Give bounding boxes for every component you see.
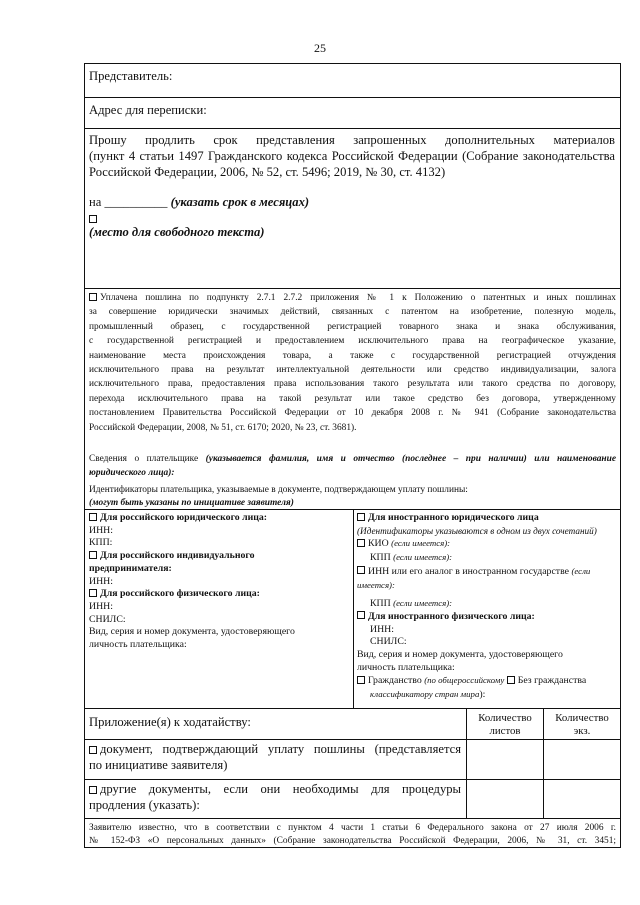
ru-legal-label: Для российского юридического лица: <box>100 512 268 523</box>
payer-hint-1: (указывается фамилия, имя и отчество (последнее – при наличии) или наименование <box>205 454 617 464</box>
inn-foreign-line <box>357 565 618 579</box>
foreign-legal-checkbox[interactable] <box>357 513 365 521</box>
foreign-person-checkbox[interactable] <box>357 611 365 619</box>
attachments-table <box>85 709 620 819</box>
sheets-header-1: Количество <box>478 712 532 724</box>
attachment-item-1-line-2: по инициативе заявителя) <box>89 757 228 772</box>
kpp1-label: КПП <box>370 552 391 564</box>
request-line-3: Российской Федерации, 2006, № 52, ст. 5496; 2019, № 30, ст. 4132) <box>89 165 446 179</box>
foreign-legal-heading <box>357 512 618 525</box>
fee-line-1-text: Уплачена пошлина по подпункту 2.7.1 2.7.2 приложения № 1 к Положению о патентных и иных пошлинах <box>100 293 616 303</box>
ru-person-doc-1: Вид, серия и номер документа, удостоверяющего <box>89 626 295 638</box>
attachment-payment-checkbox[interactable] <box>89 746 97 754</box>
attachment-item-2-text: другие документы, если они необходимы для процедуры <box>100 782 461 796</box>
copies-header-2: экз. <box>573 725 591 737</box>
request-line-1: Прошу продлить срок представления запрошенных дополнительных материалов <box>89 133 615 147</box>
kpp1-line <box>357 551 618 565</box>
sheets-header <box>467 712 543 738</box>
identifiers-hint: (могут быть указаны по инициативе заявителя) <box>89 498 294 508</box>
ru-person-label: Для российского физического лица: <box>100 588 260 600</box>
citizenship-label: Гражданство <box>368 675 422 687</box>
attachment-item-1-line-1 <box>89 742 461 758</box>
address-row[interactable] <box>85 98 620 129</box>
fee-line-4: с государственной регистрацией и предоставлением исключительного права на географическое указание, <box>89 336 616 347</box>
representative-row[interactable] <box>85 64 620 98</box>
ru-legal-heading <box>89 512 351 525</box>
request-line-2: (пункт 4 статьи 1497 Гражданского кодекса Российской Федерации (Собрание законодательства <box>89 149 615 163</box>
ru-person-checkbox[interactable] <box>89 589 97 597</box>
payer-info[interactable] <box>89 452 616 481</box>
sheets-header-2: листов <box>489 725 521 737</box>
foreign-person-heading <box>357 611 618 624</box>
term-hint: (указать срок в месяцах) <box>170 195 310 209</box>
ru-ie-label-1: Для российского индивидуального <box>100 550 255 562</box>
foreign-person-doc-1: Вид, серия и номер документа, удостоверяющего <box>357 649 563 661</box>
right-identifiers <box>357 512 618 702</box>
attachment-item-1-text: документ, подтверждающий уплату пошлины (представляется <box>100 742 461 756</box>
attachment-item-2-line-1 <box>89 782 461 798</box>
fee-line-9: постановлением Правительства Российской Федерации от 10 декабря 2008 г. № 941 (Собрание законодательства <box>89 408 616 419</box>
fee-checkbox[interactable] <box>89 293 97 301</box>
kpp1-hint[interactable]: (если имеется): <box>393 552 453 563</box>
identifiers-label: Идентификаторы плательщика, указываемые в документе, подтверждающем уплату пошлины: <box>89 485 468 495</box>
term-prefix: на <box>89 195 102 209</box>
citizenship-hint: (по общероссийскому <box>424 675 505 686</box>
fee-line-6: исключительного права на результат интеллектуальной деятельности или средство индивидуализации, залога <box>89 365 616 376</box>
representative-label: Представитель: <box>89 69 173 83</box>
copies-header-1: Количество <box>555 712 609 724</box>
ru-person-snils[interactable]: СНИЛС: <box>89 613 126 625</box>
citizenship-line <box>357 674 618 688</box>
kio-hint[interactable]: (если имеется): <box>391 538 451 549</box>
inn-foreign-label: ИНН или его аналог в иностранном государстве <box>368 565 569 577</box>
term-line <box>89 195 615 211</box>
attachments-rule-1 <box>85 739 620 740</box>
attachment-item-other <box>89 782 461 813</box>
fee-text <box>89 291 616 435</box>
consent-line-2: № 152-ФЗ «О персональных данных» (Собрание законодательства Российской Федерации, 2006, № 31, ст. 3451; <box>89 835 616 846</box>
kpp2-hint[interactable]: (если имеется): <box>393 598 453 609</box>
attachments-title: Приложение(я) к ходатайству: <box>89 715 251 729</box>
ru-ie-checkbox[interactable] <box>89 551 97 559</box>
address-label: Адрес для переписки: <box>89 103 207 117</box>
copies-header <box>544 712 620 738</box>
fee-line-3: промышленный образец, с государственной регистрацией товарного знака и знака обслуживания, <box>89 321 616 332</box>
foreign-person-doc-2[interactable]: личность плательщика: <box>357 661 455 673</box>
identifiers-block <box>89 484 616 510</box>
classifier-hint: классификатору стран мира <box>370 689 480 700</box>
page-number: 25 <box>314 41 326 55</box>
ru-person-heading <box>89 588 351 601</box>
request-section <box>85 129 620 289</box>
fee-line-7: исключительного права, предоставления права использования такого результата или такого средства по договору, <box>89 379 616 390</box>
fee-line-2: за совершение юридически значимых действий, связанных с патентом на изобретение, полезную модель, <box>89 307 616 318</box>
payer-identifiers <box>85 510 620 709</box>
identifiers-divider <box>353 510 354 709</box>
payer-label: Сведения о плательщике <box>89 454 199 464</box>
ru-person-doc-2[interactable]: личность плательщика: <box>89 639 187 651</box>
foreign-legal-hint: (Идентификаторы указываются в одном из двух сочетаний) <box>357 525 597 536</box>
ru-person-inn[interactable]: ИНН: <box>89 600 113 612</box>
payer-line-1 <box>89 452 616 466</box>
kpp2-label: КПП <box>370 598 391 610</box>
no-citizenship-label: Без гражданства <box>517 675 587 687</box>
ru-legal-inn[interactable]: ИНН: <box>89 524 113 536</box>
ru-legal-checkbox[interactable] <box>89 513 97 521</box>
attachment-other-checkbox[interactable] <box>89 786 97 794</box>
foreign-person-inn[interactable]: ИНН: <box>370 623 394 635</box>
inn-foreign-checkbox[interactable] <box>357 566 365 574</box>
left-identifiers <box>89 512 351 652</box>
citizenship-checkbox[interactable] <box>357 676 365 684</box>
kpp2-line <box>357 597 618 611</box>
ru-legal-kpp[interactable]: КПП: <box>89 537 113 549</box>
kio-label: КИО <box>368 538 389 550</box>
fee-line-1 <box>89 291 616 305</box>
ru-ie-inn[interactable]: ИНН: <box>89 575 113 587</box>
fee-section <box>85 289 620 510</box>
ru-ie-label-2: предпринимателя: <box>89 562 172 574</box>
foreign-person-snils[interactable]: СНИЛС: <box>370 636 407 648</box>
kio-checkbox[interactable] <box>357 539 365 547</box>
fee-line-5: наименование места происхождения товара, а также с государственной регистрацией отчуждения <box>89 350 616 361</box>
foreign-legal-label: Для иностранного юридического лица <box>368 512 539 523</box>
ru-ie-heading <box>89 550 351 563</box>
free-text-hint[interactable]: (место для свободного текста) <box>89 225 265 239</box>
consent-text <box>89 822 616 847</box>
free-text-checkbox[interactable] <box>89 215 97 223</box>
attachment-item-payment <box>89 742 461 773</box>
classifier-end: ): <box>479 689 486 701</box>
kio-line <box>357 537 618 551</box>
classifier-line <box>357 688 618 702</box>
no-citizenship-checkbox[interactable] <box>507 676 515 684</box>
payer-hint-2: юридического лица): <box>89 468 175 479</box>
fee-line-10: Российской Федерации, 2008, № 51, ст. 6170; 2020, № 23, ст. 3681). <box>89 422 357 433</box>
term-input[interactable]: __________ <box>104 195 168 209</box>
consent-line-1: Заявителю известно, что в соответствии с пунктом 4 части 1 статьи 6 Федерального закона от 27 июля 2006 г. <box>89 823 616 833</box>
fee-line-8: перехода исключительного права на такой результат или такое средство без договора, утвержденному <box>89 393 616 404</box>
inn-foreign-hint-2[interactable]: имеется): <box>357 579 395 590</box>
foreign-person-label: Для иностранного физического лица: <box>368 610 535 622</box>
attachments-rule-2 <box>85 779 620 780</box>
attachment-item-2-line-2[interactable]: продления (указать): <box>89 797 200 812</box>
inn-foreign-hint-1: (если <box>571 565 591 576</box>
petition-form <box>84 63 621 848</box>
